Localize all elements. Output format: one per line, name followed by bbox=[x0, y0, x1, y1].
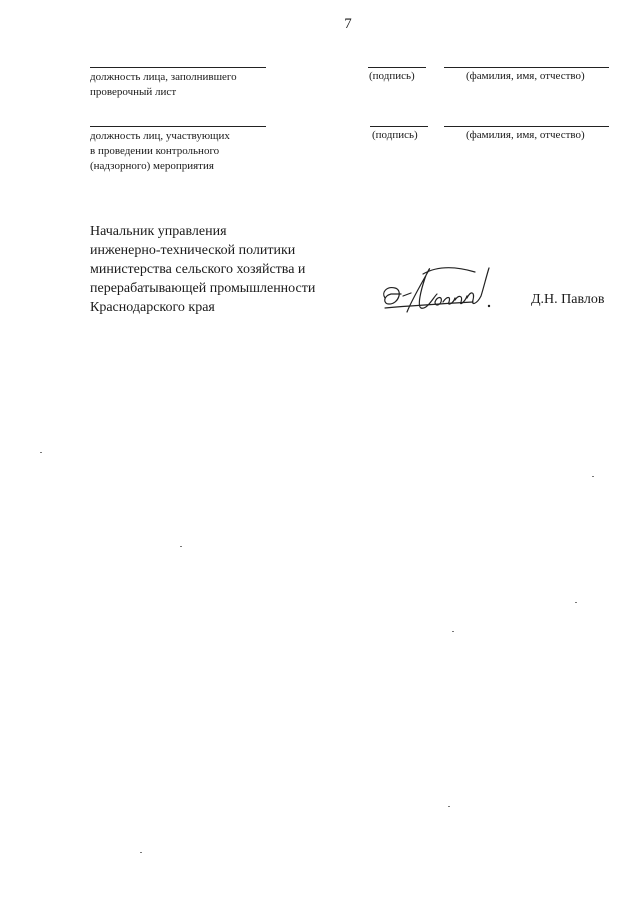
position-caption-line: должность лиц, участвующих bbox=[90, 130, 230, 142]
signer-title bbox=[90, 222, 315, 317]
signer-title-line: министерства сельского хозяйства и bbox=[90, 262, 306, 277]
handwritten-signature bbox=[377, 262, 497, 324]
position-caption-block bbox=[90, 70, 237, 100]
scan-speck bbox=[592, 476, 594, 477]
name-caption: (фамилия, имя, отчество) bbox=[466, 129, 585, 141]
position-caption-line: должность лица, заполнившего bbox=[90, 71, 237, 83]
signer-title-line: Начальник управления bbox=[90, 224, 227, 239]
position-underline bbox=[90, 126, 266, 127]
scan-speck bbox=[575, 602, 577, 603]
signer-title-line: Краснодарского края bbox=[90, 300, 215, 315]
position-caption-line: в проведении контрольного bbox=[90, 145, 220, 157]
scan-speck bbox=[140, 852, 142, 853]
scan-speck bbox=[40, 452, 42, 453]
position-caption-line: (надзорного) мероприятия bbox=[90, 160, 214, 172]
signature-underline bbox=[368, 67, 426, 68]
position-caption-block bbox=[90, 129, 230, 174]
name-underline bbox=[444, 67, 609, 68]
signature-caption: (подпись) bbox=[372, 129, 418, 141]
signer-name: Д.Н. Павлов bbox=[531, 292, 605, 307]
name-underline bbox=[444, 126, 609, 127]
position-underline bbox=[90, 67, 266, 68]
signature-caption: (подпись) bbox=[369, 70, 415, 82]
signer-title-line: инженерно-технической политики bbox=[90, 243, 296, 258]
name-caption: (фамилия, имя, отчество) bbox=[466, 70, 585, 82]
signature-underline bbox=[370, 126, 428, 127]
scan-speck bbox=[452, 631, 454, 632]
scan-speck bbox=[180, 546, 182, 547]
signer-title-line: перерабатывающей промышленности bbox=[90, 281, 316, 296]
page-number: 7 bbox=[344, 16, 352, 32]
position-caption-line: проверочный лист bbox=[90, 86, 177, 98]
scan-speck bbox=[448, 806, 450, 807]
